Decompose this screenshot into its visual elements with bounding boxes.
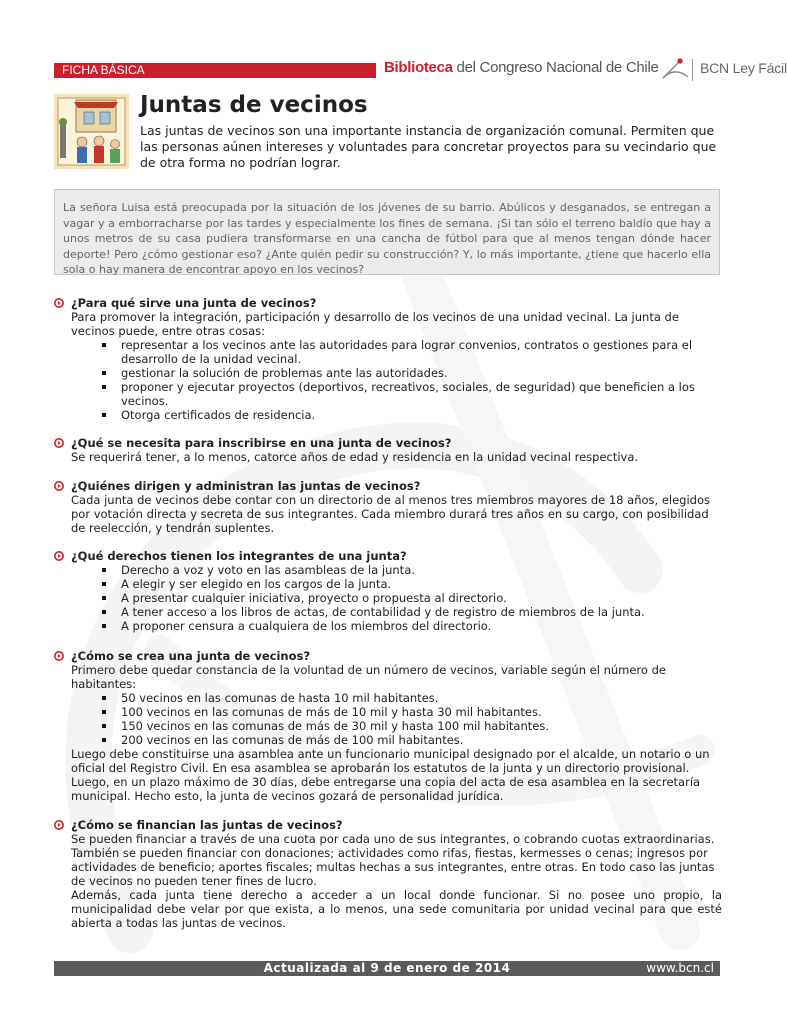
list-item: A elegir y ser elegido en los cargos de la junta.: [102, 577, 722, 591]
ficha-basica-badge: FICHA BÁSICA: [54, 63, 376, 78]
section-question: ¿Cómo se financian las juntas de vecinos?: [71, 818, 343, 832]
bcn-ley-facil-label: BCN Ley Fácil: [700, 60, 787, 76]
list-item: gestionar la solución de problemas ante las autoridades.: [102, 366, 722, 380]
bcn-compass-logo-icon: [660, 57, 690, 83]
red-circle-arrow-icon: [54, 298, 64, 308]
list-item: 150 vecinos en las comunas de más de 30 mil y hasta 100 mil habitantes.: [102, 719, 722, 733]
section-heading: [54, 296, 722, 310]
list-item: proponer y ejecutar proyectos (deportivos, recreativos, sociales, de seguridad) que beneficien a los vecinos.: [102, 380, 722, 408]
brand-bold: Biblioteca: [384, 59, 453, 76]
section-para-que-sirve: [54, 296, 722, 422]
list-item: 100 vecinos en las comunas de más de 10 mil y hasta 30 mil habitantes.: [102, 705, 722, 719]
page-title: Juntas de vecinos: [140, 92, 368, 118]
list-item: Otorga certificados de residencia.: [102, 408, 722, 422]
section-question: ¿Qué se necesita para inscribirse en una junta de vecinos?: [71, 436, 452, 450]
section-text: Luego debe constituirse una asamblea ante un funcionario municipal designado por el alcalde, un notario o un oficial del Registro Civil. En esa asamblea se aprobarán los estatutos de la junta y un directorio provisional. Luego, en un plazo máximo de 30 días, debe entregarse una copia del acta de esa asamblea en la secretaría municipal. Hecho esto, la junta de vecinos gozará de personalidad jurídica.: [71, 747, 710, 803]
section-question: ¿Para qué sirve una junta de vecinos?: [71, 296, 317, 310]
section-question: ¿Quiénes dirigen y administran las juntas de vecinos?: [71, 479, 421, 493]
purpose-list: [54, 338, 722, 422]
section-derechos: [54, 549, 722, 633]
section-heading: [54, 436, 722, 450]
section-heading: [54, 549, 722, 563]
section-question: ¿Qué derechos tienen los integrantes de una junta?: [71, 549, 407, 563]
intro-paragraph: Las juntas de vecinos son una importante instancia de organización comunal. Permiten que las personas aúnen intereses y voluntades para concretar proyectos para su vecindario que de otra forma no podrían lograr.: [140, 123, 717, 170]
section-heading: [54, 479, 722, 493]
section-text: Para promover la integración, participación y desarrollo de los vecinos de una unidad vecinal. La junta de vecinos puede, entre otras cosas:: [71, 310, 679, 338]
list-item: 50 vecinos en las comunas de hasta 10 mil habitantes.: [102, 691, 722, 705]
red-circle-arrow-icon: [54, 438, 64, 448]
section-inscripcion: [54, 436, 722, 464]
section-heading: [54, 818, 722, 832]
footer-bar: [54, 961, 720, 976]
section-text: Además, cada junta tiene derecho a acceder a un local donde funcionar. Si no posee uno propio, la municipalidad debe velar por que exista, a lo menos, una sede comunitaria por unidad vecinal para que esté abierta a todas las juntas de vecinos.: [71, 888, 722, 930]
quorum-list: [54, 691, 722, 747]
brand-separator: [692, 59, 693, 81]
list-item: A proponer censura a cualquiera de los miembros del directorio.: [102, 619, 722, 633]
section-text: Se requerirá tener, a lo menos, catorce años de edad y residencia en la unidad vecinal respectiva.: [71, 450, 639, 464]
red-circle-arrow-icon: [54, 551, 64, 561]
section-question: ¿Cómo se crea una junta de vecinos?: [71, 649, 311, 663]
header-bar: [54, 57, 787, 83]
list-item: Derecho a voz y voto en las asambleas de la junta.: [102, 563, 722, 577]
section-financiamiento: [54, 818, 722, 930]
brand-rest: del Congreso Nacional de Chile: [452, 59, 659, 76]
red-circle-arrow-icon: [54, 820, 64, 830]
section-text: Cada junta de vecinos debe contar con un directorio de al menos tres miembros mayores de 18 años, elegidos por votación directa y secreta de sus integrantes. Cada miembro durará tres años en su cargo, con posibilidad de reelección, y tendrán suplentes.: [71, 493, 710, 535]
list-item: 200 vecinos en las comunas de más de 100 mil habitantes.: [102, 733, 722, 747]
list-item: representar a los vecinos ante las autoridades para lograr convenios, contratos o gestiones para el desarrollo de la unidad vecinal.: [102, 338, 722, 366]
section-text: Primero debe quedar constancia de la voluntad de un número de vecinos, variable según el número de habitantes:: [71, 663, 666, 691]
section-heading: [54, 649, 722, 663]
update-date: Actualizada al 9 de enero de 2014: [263, 961, 511, 975]
story-box: La señora Luisa está preocupada por la situación de los jóvenes de su barrio. Abúlicos y desganados, se entregan a vagar y a emborracharse por las tardes y especialmente los fines de semana. ¡Si tan sólo el terreno baldío que hay a unos metros de su casa pudiera transformarse en una cancha de fútbol para que al menos tengan dónde hacer deporte! Pero ¿cómo gestionar eso? ¿Ante quién pedir su construcción? Y, lo más importante, ¿tiene que hacerlo ella sola o hay manera de encontrar apoyo en los vecinos?: [54, 189, 720, 275]
website-link[interactable]: www.bcn.cl: [646, 961, 714, 975]
section-creacion: [54, 649, 722, 803]
bcn-brand-name: [384, 59, 659, 76]
rights-list: [54, 563, 722, 633]
section-directorio: [54, 479, 722, 535]
section-text: Se pueden financiar a través de una cuota por cada uno de sus integrantes, o cobrando cuotas extraordinarias. También se pueden financiar con donaciones; actividades como rifas, fiestas, kermesses o cenas; ingresos por actividades de beneficio; aportes fiscales; multas hechas a sus integrantes, entre otras. En todo caso las juntas de vecinos no pueden tener fines de lucro.: [71, 832, 715, 888]
red-circle-arrow-icon: [54, 651, 64, 661]
list-item: A tener acceso a los libros de actas, de contabilidad y de registro de miembros de la junta.: [102, 605, 722, 619]
neighborhood-illustration: [54, 94, 129, 169]
red-circle-arrow-icon: [54, 481, 64, 491]
list-item: A presentar cualquier iniciativa, proyecto o propuesta al directorio.: [102, 591, 722, 605]
